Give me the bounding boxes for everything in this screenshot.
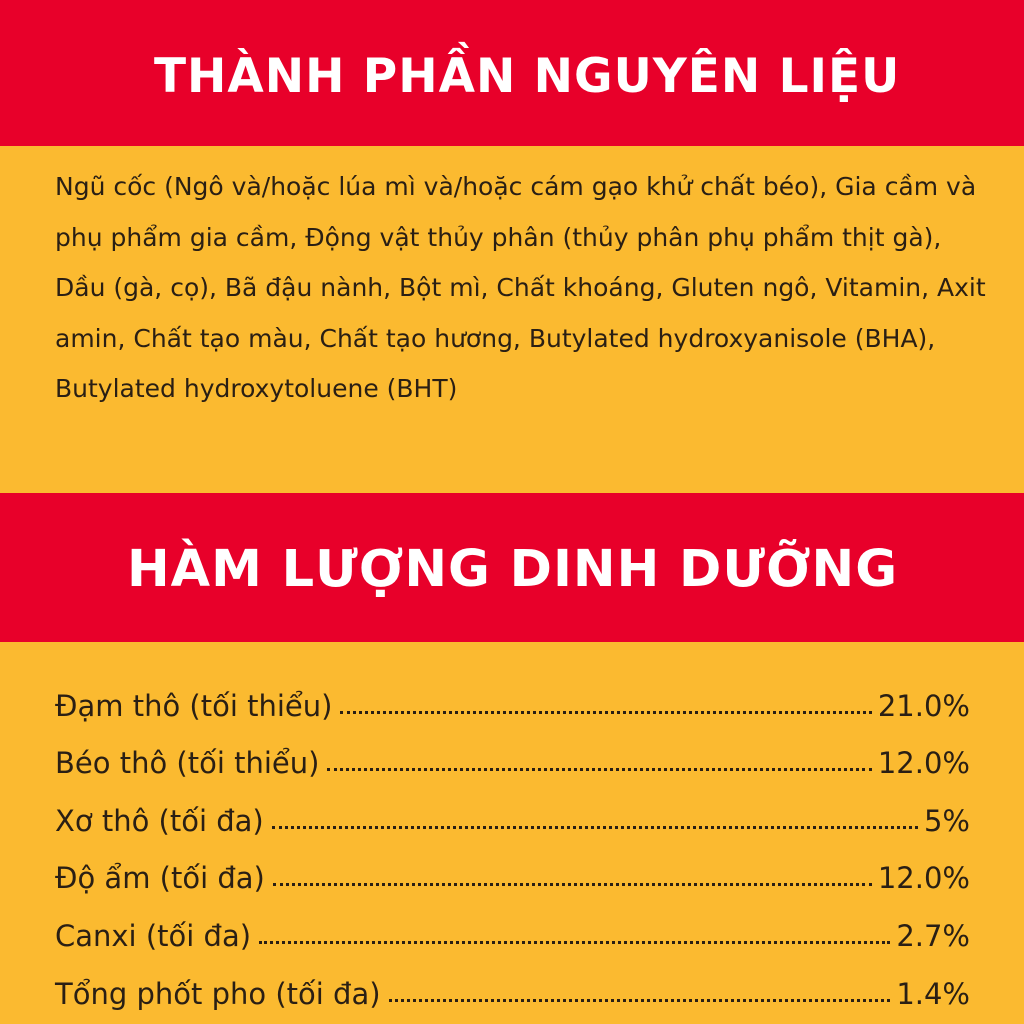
nutrient-row-moisture — [55, 838, 970, 896]
dotted-leader — [327, 768, 871, 771]
nutrient-label: Độ ẩm (tối đa) — [55, 861, 265, 896]
nutrition-list — [55, 665, 970, 1011]
nutrient-value: 12.0% — [877, 746, 970, 781]
nutrient-value: 1.4% — [896, 976, 970, 1011]
nutrient-row-crude-fat — [55, 723, 970, 781]
nutrient-label: Đạm thô (tối thiểu) — [55, 688, 333, 723]
ingredients-banner — [0, 0, 1024, 146]
nutrient-value: 5% — [923, 803, 970, 838]
ingredients-heading: THÀNH PHẦN NGUYÊN LIỆU — [154, 49, 901, 104]
nutrient-row-calcium — [55, 895, 970, 953]
dotted-leader — [272, 826, 918, 829]
dotted-leader — [273, 883, 872, 886]
dotted-leader — [340, 711, 871, 714]
nutrient-label: Tổng phốt pho (tối đa) — [55, 976, 381, 1011]
nutrient-label: Canxi (tối đa) — [55, 918, 252, 953]
dotted-leader — [389, 999, 891, 1002]
nutrient-value: 12.0% — [877, 861, 970, 896]
ingredients-text: Ngũ cốc (Ngô và/hoặc lúa mì và/hoặc cám gạo khử chất béo), Gia cầm và phụ phẩm gia cầm, Động vật thủy phân (thủy phân phụ phẩm thịt gà), Dầu (gà, cọ), Bã đậu nành, Bột mì, Chất khoáng, Gluten ngô, Vitamin, Axit amin, Chất tạo màu, Chất tạo hương, Butylated hydroxyanisole (BHA), Butylated hydroxytoluene (BHT) — [55, 172, 986, 403]
nutrient-label: Xơ thô (tối đa) — [55, 803, 264, 838]
nutrition-banner — [0, 493, 1024, 642]
nutrient-row-crude-fiber — [55, 780, 970, 838]
nutrition-heading: HÀM LƯỢNG DINH DƯỠNG — [127, 540, 899, 599]
nutrient-row-crude-protein — [55, 665, 970, 723]
nutrient-value: 21.0% — [877, 688, 970, 723]
nutrient-label: Béo thô (tối thiểu) — [55, 746, 320, 781]
nutrient-row-phosphorus — [55, 953, 970, 1011]
nutrient-value: 2.7% — [896, 918, 970, 953]
dotted-leader — [259, 941, 890, 944]
